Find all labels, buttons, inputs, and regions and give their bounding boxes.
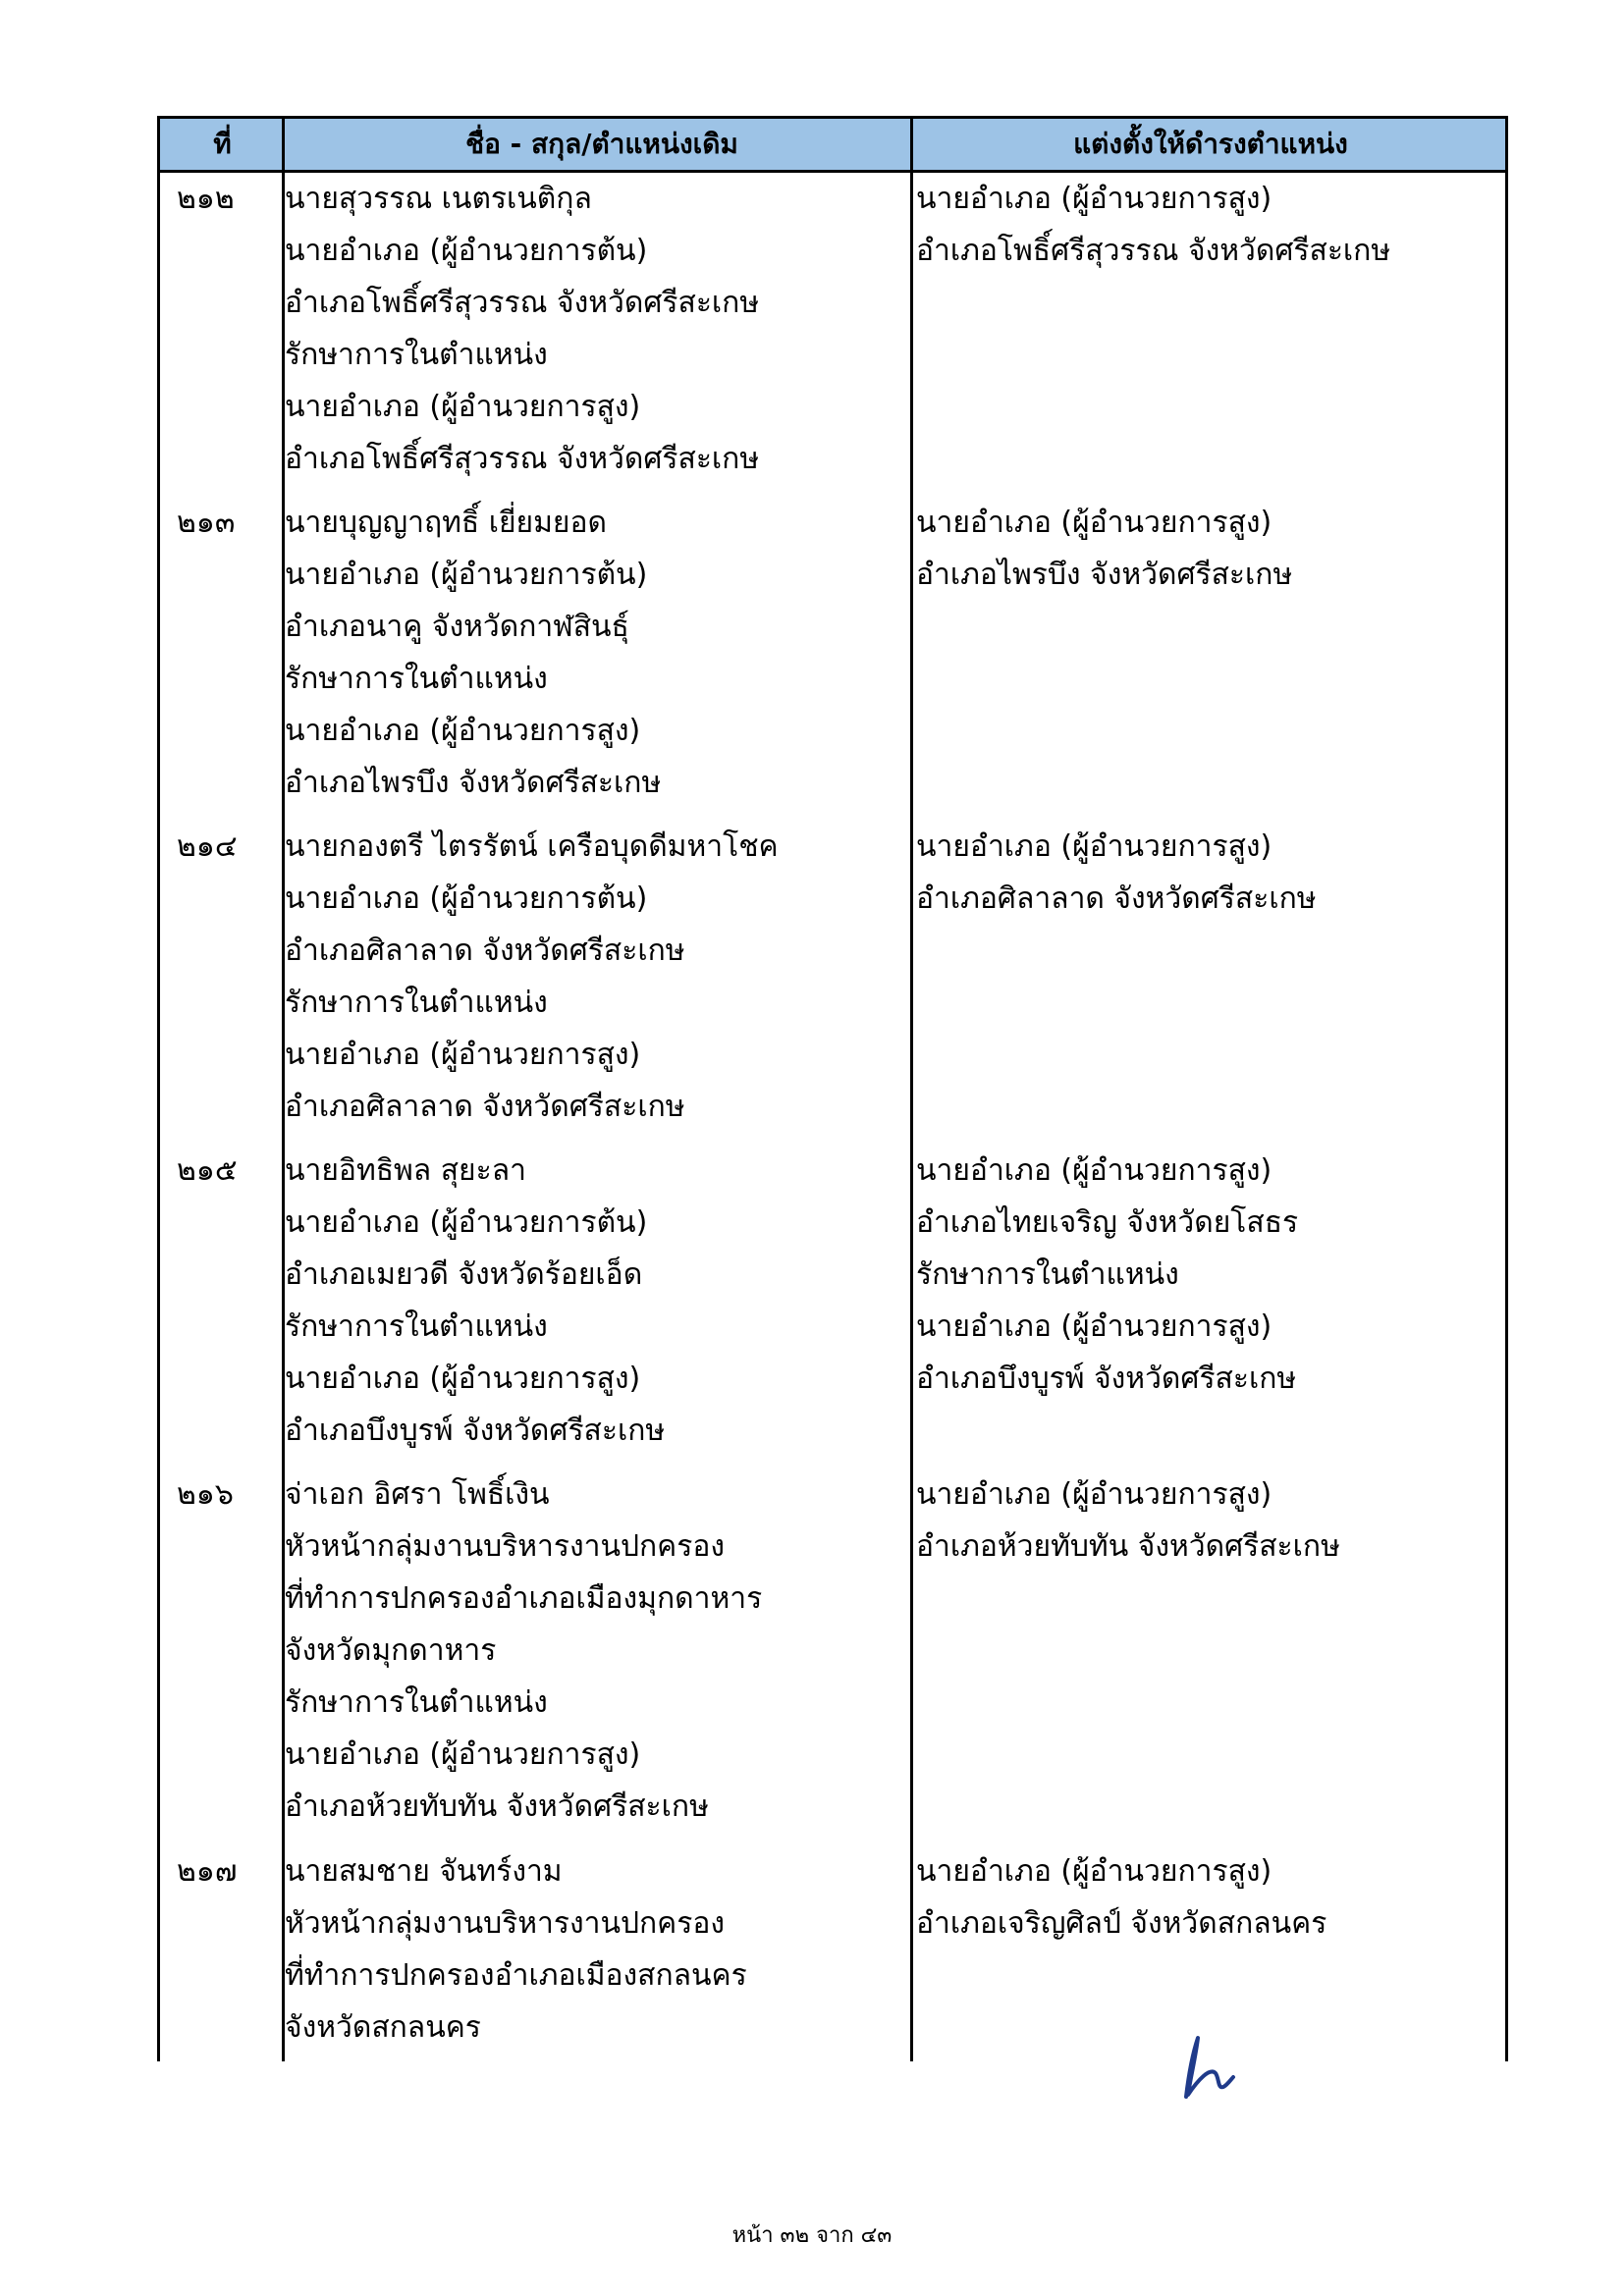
old-position-line: นายสุวรรณ เนตรเนติกุล <box>285 182 592 216</box>
old-position-line: นายอำเภอ (ผู้อำนวยการสูง) <box>285 1362 641 1396</box>
old-position-cell <box>285 1845 903 2054</box>
old-position-line: อำเภอเมยวดี จังหวัดร้อยเอ็ด <box>285 1257 643 1292</box>
new-position-line: นายอำเภอ (ผู้อำนวยการสูง) <box>916 506 1272 540</box>
row-number: ๒๑๖ <box>177 1477 234 1512</box>
old-position-line: หัวหน้ากลุ่มงานบริหารงานปกครอง <box>285 1529 726 1564</box>
signature-mark <box>1168 2026 1247 2109</box>
new-position-line: อำเภอโพธิ์ศรีสุวรรณ จังหวัดศรีสะเกษ <box>916 234 1391 268</box>
new-position-line: อำเภอไทยเจริญ จังหวัดยโสธร <box>916 1205 1299 1240</box>
row-number: ๒๑๒ <box>177 182 235 216</box>
new-position-cell <box>916 1468 1495 1573</box>
old-position-line: อำเภอโพธิ์ศรีสุวรรณ จังหวัดศรีสะเกษ <box>285 286 760 320</box>
new-position-line: นายอำเภอ (ผู้อำนวยการสูง) <box>916 182 1272 216</box>
header-no: ที่ <box>213 128 232 160</box>
old-position-line: จังหวัดมุกดาหาร <box>285 1633 497 1668</box>
new-position-line: นายอำเภอ (ผู้อำนวยการสูง) <box>916 1854 1272 1889</box>
old-position-cell <box>285 1468 903 1833</box>
header-old-position: ชื่อ - สกุล/ตำแหน่งเดิม <box>465 128 738 160</box>
old-position-line: นายอำเภอ (ผู้อำนวยการสูง) <box>285 1038 641 1072</box>
old-position-line: ที่ทำการปกครองอำเภอเมืองมุกดาหาร <box>285 1581 763 1616</box>
new-position-cell <box>916 1845 1495 1949</box>
old-position-cell <box>285 497 903 809</box>
new-position-line: อำเภอไพรบึง จังหวัดศรีสะเกษ <box>916 558 1293 592</box>
old-position-line: รักษาการในตำแหน่ง <box>285 662 548 696</box>
old-position-line: หัวหน้ากลุ่มงานบริหารงานปกครอง <box>285 1906 726 1941</box>
header-new-position: แต่งตั้งให้ดำรงตำแหน่ง <box>1073 128 1348 160</box>
new-position-line: นายอำเภอ (ผู้อำนวยการสูง) <box>916 1309 1272 1344</box>
page-number: หน้า ๓๒ จาก ๔๓ <box>731 2223 893 2248</box>
old-position-line: อำเภอศิลาลาด จังหวัดศรีสะเกษ <box>285 1090 685 1124</box>
new-position-line: รักษาการในตำแหน่ง <box>916 1257 1179 1292</box>
old-position-line: จังหวัดสกลนคร <box>285 2010 481 2045</box>
old-position-line: อำเภอไพรบึง จังหวัดศรีสะเกษ <box>285 766 662 800</box>
old-position-line: อำเภอห้วยทับทัน จังหวัดศรีสะเกษ <box>285 1789 709 1824</box>
old-position-line: รักษาการในตำแหน่ง <box>285 1309 548 1344</box>
table-header <box>157 116 1508 173</box>
new-position-line: นายอำเภอ (ผู้อำนวยการสูง) <box>916 829 1272 864</box>
old-position-line: จ่าเอก อิศรา โพธิ์เงิน <box>285 1477 550 1512</box>
new-position-line: อำเภอห้วยทับทัน จังหวัดศรีสะเกษ <box>916 1529 1340 1564</box>
old-position-line: อำเภอศิลาลาด จังหวัดศรีสะเกษ <box>285 934 685 968</box>
old-position-line: นายอำเภอ (ผู้อำนวยการต้น) <box>285 558 648 592</box>
new-position-cell <box>916 497 1495 601</box>
new-position-line: อำเภอเจริญศิลป์ จังหวัดสกลนคร <box>916 1906 1327 1941</box>
old-position-line: อำเภอนาคู จังหวัดกาฬสินธุ์ <box>285 610 629 644</box>
table-border-right <box>1505 116 1508 2061</box>
old-position-line: นายอำเภอ (ผู้อำนวยการสูง) <box>285 714 641 748</box>
appointment-table <box>157 116 1508 2061</box>
new-position-line: นายอำเภอ (ผู้อำนวยการสูง) <box>916 1153 1272 1188</box>
new-position-line: อำเภอบึงบูรพ์ จังหวัดศรีสะเกษ <box>916 1362 1297 1396</box>
old-position-line: นายอำเภอ (ผู้อำนวยการต้น) <box>285 881 648 916</box>
new-position-cell <box>916 821 1495 925</box>
old-position-line: นายอำเภอ (ผู้อำนวยการต้น) <box>285 1205 648 1240</box>
old-position-line: อำเภอบึงบูรพ์ จังหวัดศรีสะเกษ <box>285 1414 666 1448</box>
old-position-line: รักษาการในตำแหน่ง <box>285 1685 548 1720</box>
old-position-line: นายบุญญาฤทธิ์ เยี่ยมยอด <box>285 506 607 540</box>
old-position-cell <box>285 821 903 1133</box>
new-position-cell <box>916 173 1495 277</box>
old-position-cell <box>285 1145 903 1457</box>
old-position-line: นายอำเภอ (ผู้อำนวยการสูง) <box>285 1737 641 1772</box>
old-position-line: อำเภอโพธิ์ศรีสุวรรณ จังหวัดศรีสะเกษ <box>285 442 760 476</box>
old-position-line: รักษาการในตำแหน่ง <box>285 986 548 1020</box>
row-number: ๒๑๗ <box>177 1854 238 1889</box>
old-position-cell <box>285 173 903 485</box>
column-divider-2 <box>910 116 913 2061</box>
table-border-left <box>157 116 160 2061</box>
row-number: ๒๑๓ <box>177 506 236 540</box>
old-position-line: ที่ทำการปกครองอำเภอเมืองสกลนคร <box>285 1958 747 1993</box>
old-position-line: นายอิทธิพล สุยะลา <box>285 1153 526 1188</box>
old-position-line: นายกองตรี ไตรรัตน์ เครือบุดดีมหาโชค <box>285 829 779 864</box>
row-number: ๒๑๕ <box>177 1153 238 1188</box>
new-position-line: นายอำเภอ (ผู้อำนวยการสูง) <box>916 1477 1272 1512</box>
old-position-line: รักษาการในตำแหน่ง <box>285 338 548 372</box>
new-position-line: อำเภอศิลาลาด จังหวัดศรีสะเกษ <box>916 881 1317 916</box>
new-position-cell <box>916 1145 1495 1405</box>
old-position-line: นายอำเภอ (ผู้อำนวยการต้น) <box>285 234 648 268</box>
row-number: ๒๑๔ <box>177 829 238 864</box>
old-position-line: นายสมชาย จันทร์งาม <box>285 1854 563 1889</box>
old-position-line: นายอำเภอ (ผู้อำนวยการสูง) <box>285 390 641 424</box>
